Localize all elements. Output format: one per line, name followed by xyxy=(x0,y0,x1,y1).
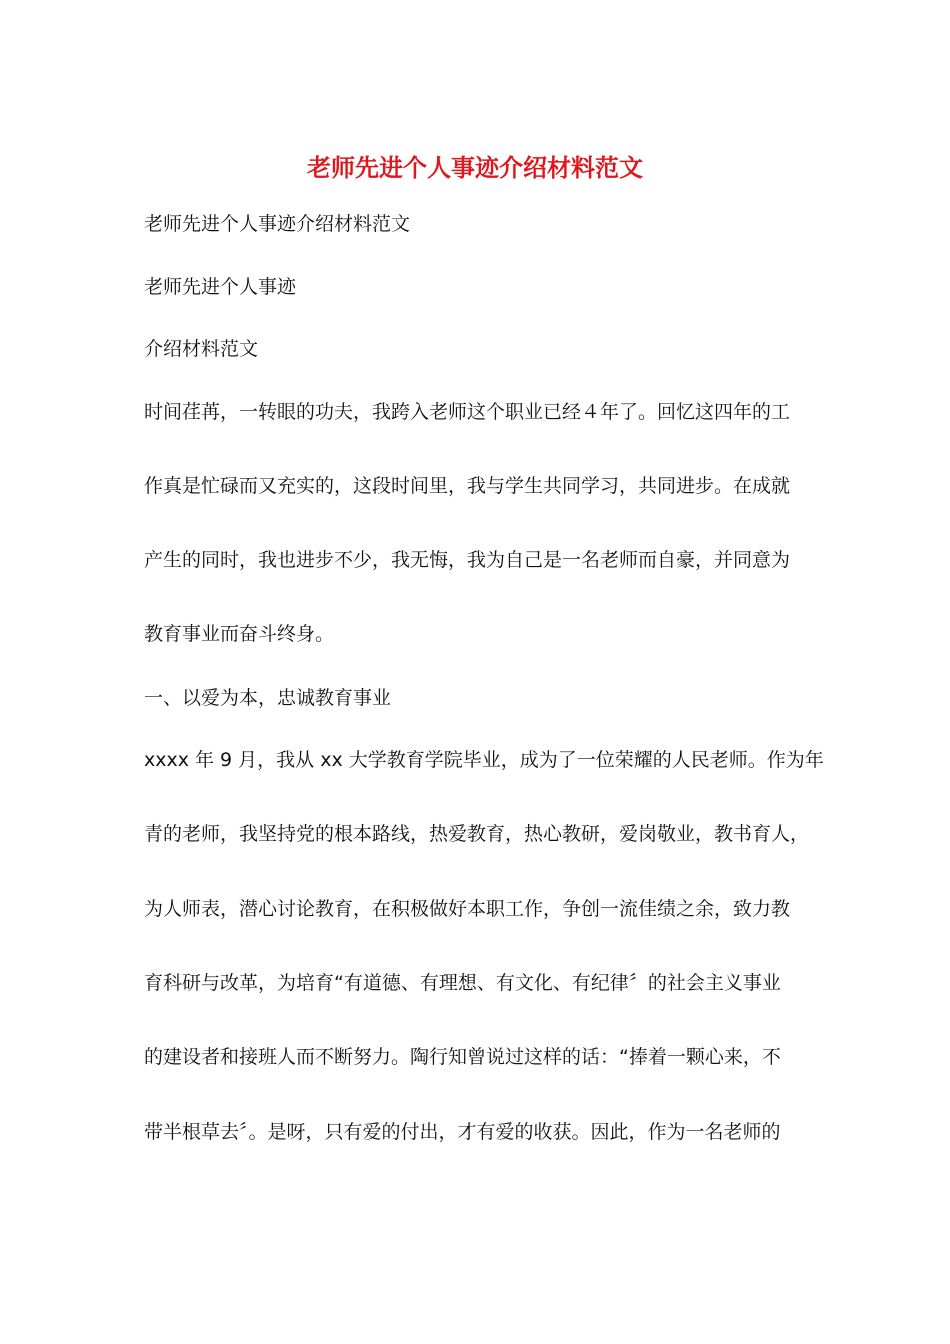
paragraph-line: 作真是忙碌而又充实的，这段时间里，我与学生共同学习，共同进步。在成就 xyxy=(144,475,791,497)
subtitle-line: 老师先进个人事迹 xyxy=(144,276,297,298)
paragraph-line: 为人师表，潜心讨论教育，在积极做好本职工作，争创一流佳绩之余，致力教 xyxy=(144,898,791,920)
paragraph-line: 带半根草去〞。是呀，只有爱的付出，才有爱的收获。因此，作为一名老师的 xyxy=(144,1121,781,1143)
paragraph-line: 时间荏苒，一转眼的功夫，我跨入老师这个职业已经４年了。回忆这四年的工 xyxy=(144,401,791,423)
subtitle-line: 介绍材料范文 xyxy=(144,338,259,360)
paragraph-line: 育科研与改革，为培育“有道德、有理想、有文化、有纪律〞的社会主义事业 xyxy=(144,972,781,994)
paragraph-line: 教育事业而奋斗终身。 xyxy=(144,623,335,645)
paragraph-line: 青的老师，我坚持党的根本路线，热爱教育，热心教研，爱岗敬业，教书育人， xyxy=(144,823,810,845)
paragraph-line: 产生的同时，我也进步不少，我无悔，我为自己是一名老师而自豪，并同意为 xyxy=(144,549,791,571)
section-heading: 一、以爱为本，忠诚教育事业 xyxy=(144,687,392,709)
paragraph-line: xxxx 年 9 月，我从 xx 大学教育学院毕业，成为了一位荣耀的人民老师。作为年 xyxy=(144,749,824,771)
document-title: 老师先进个人事迹介绍材料范文 xyxy=(307,154,643,182)
subtitle-line: 老师先进个人事迹介绍材料范文 xyxy=(144,213,411,235)
paragraph-line: 的建设者和接班人而不断努力。陶行知曾说过这样的话：“捧着一颗心来，不 xyxy=(144,1046,781,1068)
